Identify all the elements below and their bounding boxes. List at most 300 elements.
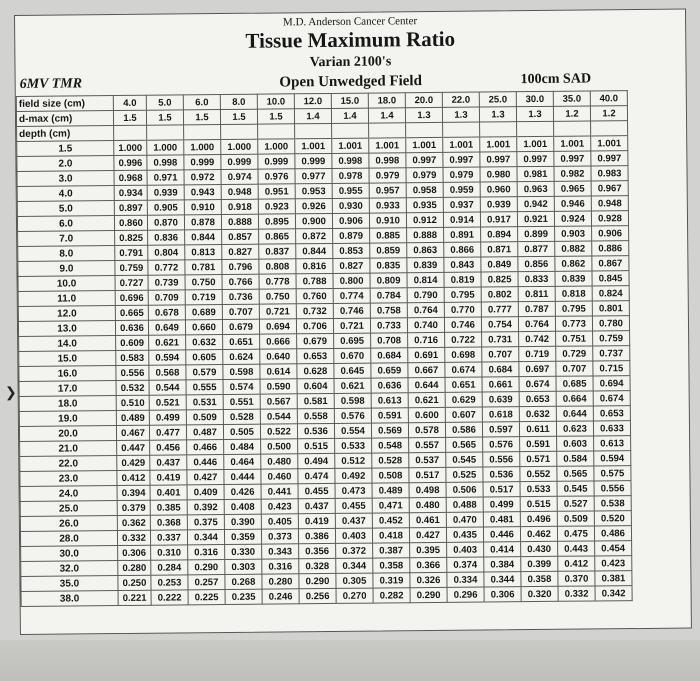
tmr-value-cell: 0.959 (443, 182, 480, 197)
tmr-value-cell: 0.784 (370, 288, 407, 303)
tmr-value-cell: 0.942 (517, 196, 554, 211)
tmr-value-cell: 0.462 (520, 526, 557, 541)
tmr-value-cell: 0.977 (295, 168, 332, 183)
tmr-value-cell: 0.538 (594, 496, 631, 511)
tmr-value-cell: 0.403 (335, 528, 372, 543)
tmr-value-cell: 1.000 (221, 139, 258, 154)
tmr-value-cell: 0.489 (116, 410, 149, 425)
depth-cell: 22.0 (20, 456, 117, 472)
tmr-value-cell: 0.802 (481, 287, 518, 302)
dmax-cell: 1.2 (553, 106, 590, 121)
tmr-value-cell: 0.811 (518, 286, 555, 301)
tmr-value-cell: 0.414 (484, 542, 521, 557)
tmr-value-cell: 0.576 (483, 437, 520, 452)
tmr-value-cell: 0.362 (117, 515, 150, 530)
tmr-value-cell: 0.948 (221, 184, 258, 199)
tmr-value-cell: 0.957 (369, 183, 406, 198)
tmr-value-cell: 0.899 (518, 226, 555, 241)
tmr-value-cell: 0.979 (406, 167, 443, 182)
tmr-value-cell: 0.576 (334, 408, 371, 423)
tmr-value-cell: 0.910 (369, 213, 406, 228)
tmr-value-cell: 0.290 (410, 587, 447, 602)
tmr-value-cell: 0.437 (150, 455, 187, 470)
tmr-value-cell: 0.791 (115, 245, 148, 260)
tmr-value-cell: 0.708 (371, 333, 408, 348)
tmr-value-cell: 0.280 (262, 574, 299, 589)
tmr-value-cell: 0.437 (335, 513, 372, 528)
tmr-value-cell: 0.636 (371, 378, 408, 393)
tmr-value-cell: 0.477 (149, 425, 186, 440)
tmr-value-cell: 0.751 (556, 331, 593, 346)
depth-cell: 12.0 (18, 306, 115, 322)
tmr-value-cell: 1.001 (295, 138, 332, 153)
tmr-value-cell: 0.556 (483, 452, 520, 467)
depth-cell: 14.0 (19, 336, 116, 352)
tmr-value-cell: 0.613 (371, 393, 408, 408)
tmr-value-cell: 0.997 (591, 151, 628, 166)
tmr-value-cell: 0.316 (188, 545, 225, 560)
tmr-value-cell: 0.344 (484, 572, 521, 587)
tmr-value-cell: 0.528 (372, 453, 409, 468)
tmr-value-cell: 0.674 (519, 376, 556, 391)
depth-cell: 10.0 (18, 276, 115, 292)
tmr-value-cell: 0.696 (115, 290, 148, 305)
tmr-value-cell: 0.552 (520, 466, 557, 481)
tmr-value-cell: 0.515 (298, 438, 335, 453)
tmr-value-cell: 0.795 (555, 301, 592, 316)
tmr-value-cell: 0.674 (445, 362, 482, 377)
depth-cell: 7.0 (18, 231, 115, 247)
dmax-cell: 1.5 (146, 110, 183, 125)
tmr-value-cell: 0.888 (407, 227, 444, 242)
depth-cell: 9.0 (18, 261, 115, 277)
tmr-value-cell: 0.334 (447, 572, 484, 587)
empty-cell (406, 122, 443, 137)
tmr-label: 6MV TMR (19, 76, 83, 92)
tmr-value-cell: 0.568 (149, 365, 186, 380)
tmr-value-cell: 0.891 (444, 227, 481, 242)
empty-cell (221, 124, 258, 139)
dmax-cell: 1.5 (220, 109, 257, 124)
depth-cell: 26.0 (20, 516, 117, 532)
tmr-value-cell: 0.649 (148, 320, 185, 335)
tmr-value-cell: 0.280 (118, 560, 151, 575)
tmr-value-cell: 0.665 (115, 305, 148, 320)
tmr-value-cell: 0.946 (554, 196, 591, 211)
tmr-value-cell: 0.928 (591, 211, 628, 226)
tmr-value-cell: 0.454 (595, 541, 632, 556)
tmr-value-cell: 0.997 (443, 152, 480, 167)
tmr-value-cell: 0.754 (481, 317, 518, 332)
dmax-cell: 1.4 (294, 108, 331, 123)
tmr-value-cell: 0.571 (520, 451, 557, 466)
tmr-value-cell: 0.584 (557, 451, 594, 466)
tmr-value-cell: 0.999 (258, 154, 295, 169)
tmr-value-cell: 0.759 (593, 331, 630, 346)
tmr-value-cell: 0.419 (150, 470, 187, 485)
dmax-cell: 1.3 (442, 107, 479, 122)
tmr-value-cell: 0.484 (224, 439, 261, 454)
tmr-value-cell: 0.660 (185, 320, 222, 335)
tmr-value-cell: 0.379 (117, 500, 150, 515)
tmr-value-cell: 0.565 (557, 466, 594, 481)
dmax-cell: 1.5 (183, 110, 220, 125)
tmr-value-cell: 0.456 (150, 440, 187, 455)
tmr-value-cell: 0.332 (117, 530, 150, 545)
tmr-value-cell: 0.489 (372, 483, 409, 498)
depth-cell: 6.0 (17, 216, 114, 232)
tmr-value-cell: 0.707 (556, 361, 593, 376)
tmr-value-cell: 0.605 (186, 350, 223, 365)
tmr-value-cell: 0.719 (519, 346, 556, 361)
tmr-value-cell: 0.447 (117, 440, 150, 455)
tmr-value-cell: 0.906 (332, 213, 369, 228)
tmr-value-cell: 0.344 (187, 530, 224, 545)
tmr-value-cell: 0.835 (370, 258, 407, 273)
tmr-value-cell: 0.558 (297, 408, 334, 423)
tmr-value-cell: 0.825 (115, 230, 148, 245)
depth-cell: 32.0 (21, 561, 118, 577)
tmr-value-cell: 0.517 (483, 482, 520, 497)
dmax-cell: 1.5 (257, 109, 294, 124)
tmr-value-cell: 0.997 (406, 152, 443, 167)
tmr-value-cell: 0.644 (408, 377, 445, 392)
field-size-cell: 10.0 (257, 94, 294, 109)
tmr-value-cell: 0.235 (225, 589, 262, 604)
tmr-document (14, 9, 692, 635)
tmr-value-cell: 0.471 (372, 498, 409, 513)
tmr-value-cell: 0.695 (334, 333, 371, 348)
tmr-value-cell: 0.801 (592, 301, 629, 316)
tmr-value-cell: 0.667 (408, 362, 445, 377)
tmr-value-cell: 0.544 (149, 380, 186, 395)
tmr-value-cell: 0.368 (150, 515, 187, 530)
dmax-cell: 1.2 (590, 106, 627, 121)
depth-cell: 30.0 (21, 546, 118, 562)
tmr-value-cell: 0.742 (519, 331, 556, 346)
tmr-value-cell: 0.332 (558, 586, 595, 601)
tmr-value-cell: 0.997 (517, 151, 554, 166)
tmr-value-cell: 0.694 (259, 319, 296, 334)
tmr-value-cell: 1.001 (406, 137, 443, 152)
tmr-value-cell: 0.256 (299, 588, 336, 603)
tmr-value-cell: 0.409 (187, 485, 224, 500)
tmr-value-cell: 0.716 (408, 332, 445, 347)
tmr-value-cell: 0.253 (151, 575, 188, 590)
tmr-value-cell: 0.486 (594, 526, 631, 541)
tmr-value-cell: 0.837 (259, 244, 296, 259)
tmr-value-cell: 0.903 (555, 226, 592, 241)
depth-cell: 8.0 (18, 246, 115, 262)
tmr-value-cell: 0.521 (149, 395, 186, 410)
depth-cell: 21.0 (20, 441, 117, 457)
tmr-value-cell: 0.963 (517, 181, 554, 196)
tmr-value-cell: 0.545 (446, 452, 483, 467)
tmr-value-cell: 0.998 (332, 153, 369, 168)
tmr-value-cell: 0.430 (521, 541, 558, 556)
tmr-value-cell: 0.557 (409, 437, 446, 452)
tmr-value-cell: 0.533 (520, 481, 557, 496)
tmr-value-cell: 0.591 (371, 408, 408, 423)
tmr-value-cell: 0.808 (259, 259, 296, 274)
tmr-value-cell: 0.999 (221, 154, 258, 169)
tmr-value-cell: 0.475 (557, 526, 594, 541)
tmr-value-cell: 0.679 (222, 319, 259, 334)
tmr-value-cell: 0.328 (299, 558, 336, 573)
empty-cell (147, 125, 184, 140)
dmax-cell: 1.4 (331, 108, 368, 123)
tmr-value-cell: 0.609 (116, 335, 149, 350)
tmr-value-cell: 0.488 (446, 497, 483, 512)
tmr-value-cell: 0.423 (595, 556, 632, 571)
field-size-cell: 5.0 (146, 95, 183, 110)
tmr-value-cell: 0.715 (593, 361, 630, 376)
tmr-value-cell: 0.816 (296, 258, 333, 273)
tmr-value-cell: 0.865 (259, 229, 296, 244)
tmr-value-cell: 0.527 (557, 496, 594, 511)
tmr-value-cell: 0.356 (299, 543, 336, 558)
tmr-table (16, 90, 633, 607)
tmr-value-cell: 0.412 (558, 556, 595, 571)
tmr-value-cell: 0.305 (336, 573, 373, 588)
tmr-value-cell: 0.326 (410, 572, 447, 587)
tmr-value-cell: 0.772 (148, 260, 185, 275)
tmr-value-cell: 0.548 (372, 438, 409, 453)
tmr-value-cell: 0.719 (185, 290, 222, 305)
tmr-value-cell: 0.764 (407, 302, 444, 317)
tmr-value-cell: 0.633 (593, 421, 630, 436)
tmr-value-cell: 0.736 (222, 289, 259, 304)
tmr-value-cell: 0.871 (481, 242, 518, 257)
tmr-value-cell: 0.515 (520, 496, 557, 511)
tmr-value-cell: 0.659 (371, 363, 408, 378)
tmr-value-cell: 0.401 (150, 485, 187, 500)
depth-cell: 2.0 (17, 156, 114, 172)
tmr-value-cell: 0.760 (296, 288, 333, 303)
tmr-value-cell: 0.569 (371, 423, 408, 438)
tmr-value-cell: 0.653 (297, 348, 334, 363)
tmr-value-cell: 0.853 (333, 243, 370, 258)
tmr-value-cell: 0.597 (482, 422, 519, 437)
empty-cell (480, 122, 517, 137)
tmr-value-cell: 0.586 (445, 422, 482, 437)
tmr-value-cell: 0.827 (222, 244, 259, 259)
tmr-value-cell: 0.906 (592, 226, 629, 241)
tmr-value-cell: 0.446 (483, 527, 520, 542)
tmr-value-cell: 0.578 (408, 422, 445, 437)
tmr-value-cell: 0.651 (445, 377, 482, 392)
tmr-value-cell: 0.464 (224, 454, 261, 469)
tmr-value-cell: 1.000 (184, 140, 221, 155)
tmr-value-cell: 0.905 (147, 200, 184, 215)
tmr-value-cell: 0.839 (407, 257, 444, 272)
tmr-value-cell: 0.337 (150, 530, 187, 545)
tmr-value-cell: 0.897 (114, 200, 147, 215)
tmr-value-cell: 0.604 (297, 378, 334, 393)
tmr-value-cell: 0.774 (333, 288, 370, 303)
tmr-value-cell: 0.999 (184, 155, 221, 170)
tmr-value-cell: 0.624 (223, 349, 260, 364)
document-title: Tissue Maximum Ratio (245, 26, 456, 53)
tmr-value-cell: 0.732 (296, 303, 333, 318)
tmr-value-cell: 0.694 (593, 376, 630, 391)
empty-cell (517, 121, 554, 136)
tmr-value-cell: 0.412 (117, 470, 150, 485)
tmr-value-cell: 0.706 (296, 318, 333, 333)
tmr-value-cell: 0.958 (406, 182, 443, 197)
tmr-value-cell: 0.614 (260, 364, 297, 379)
tmr-value-cell: 0.843 (444, 257, 481, 272)
tmr-value-cell: 0.554 (334, 423, 371, 438)
tmr-value-cell: 0.698 (445, 347, 482, 362)
tmr-value-cell: 0.594 (149, 350, 186, 365)
tmr-value-cell: 0.575 (594, 466, 631, 481)
tmr-value-cell: 0.923 (258, 199, 295, 214)
field-size-cell: 12.0 (294, 93, 331, 108)
tmr-value-cell: 0.556 (594, 481, 631, 496)
tmr-value-cell: 0.455 (298, 483, 335, 498)
tmr-value-cell: 0.496 (520, 511, 557, 526)
tmr-value-cell: 1.000 (258, 139, 295, 154)
tmr-value-cell: 0.640 (260, 349, 297, 364)
empty-cell (184, 125, 221, 140)
tmr-value-cell: 0.750 (185, 275, 222, 290)
tmr-value-cell: 0.611 (519, 421, 556, 436)
tmr-value-cell: 0.512 (335, 453, 372, 468)
tmr-value-cell: 0.740 (407, 317, 444, 332)
tmr-value-cell: 0.845 (592, 271, 629, 286)
tmr-value-cell: 0.372 (336, 543, 373, 558)
tmr-value-cell: 0.965 (554, 181, 591, 196)
tmr-value-cell: 0.621 (149, 335, 186, 350)
tmr-value-cell: 0.737 (593, 346, 630, 361)
tmr-value-cell: 0.591 (520, 436, 557, 451)
depth-cell: 25.0 (20, 501, 117, 517)
tmr-value-cell: 0.685 (556, 376, 593, 391)
tmr-value-cell: 0.399 (521, 556, 558, 571)
tmr-value-cell: 0.590 (260, 379, 297, 394)
tmr-value-cell: 0.532 (116, 380, 149, 395)
tmr-value-cell: 0.879 (333, 228, 370, 243)
tmr-value-cell: 0.859 (370, 243, 407, 258)
tmr-value-cell: 0.343 (262, 544, 299, 559)
depth-cell: 18.0 (19, 396, 116, 412)
tmr-value-cell: 0.856 (518, 256, 555, 271)
field-size-cell: 18.0 (368, 93, 405, 108)
tmr-value-cell: 0.296 (447, 587, 484, 602)
tmr-value-cell: 0.998 (147, 155, 184, 170)
tmr-value-cell: 0.729 (556, 346, 593, 361)
tmr-value-cell: 0.628 (297, 363, 334, 378)
tmr-value-cell: 0.644 (556, 406, 593, 421)
tmr-value-cell: 0.567 (260, 394, 297, 409)
tmr-value-cell: 0.976 (258, 169, 295, 184)
tmr-value-cell: 0.467 (116, 425, 149, 440)
tmr-value-cell: 0.664 (556, 391, 593, 406)
dmax-cell: 1.3 (405, 107, 442, 122)
photo-background (0, 640, 700, 681)
tmr-value-cell: 0.581 (297, 393, 334, 408)
tmr-value-cell: 0.833 (518, 271, 555, 286)
tmr-value-cell: 0.387 (373, 543, 410, 558)
tmr-value-cell: 0.951 (258, 184, 295, 199)
tmr-value-cell: 0.960 (480, 182, 517, 197)
tmr-value-cell: 0.536 (297, 423, 334, 438)
tmr-value-cell: 0.773 (555, 316, 592, 331)
tmr-value-cell: 0.510 (116, 395, 149, 410)
tmr-value-cell: 0.499 (149, 410, 186, 425)
tmr-value-cell: 0.284 (151, 560, 188, 575)
tmr-value-cell: 0.429 (117, 455, 150, 470)
tmr-value-cell: 0.565 (446, 437, 483, 452)
tmr-value-cell: 0.358 (373, 558, 410, 573)
tmr-value-cell: 0.403 (447, 542, 484, 557)
tmr-value-cell: 0.386 (298, 528, 335, 543)
tmr-value-cell: 0.466 (187, 440, 224, 455)
tmr-value-cell: 0.980 (480, 167, 517, 182)
tmr-value-cell: 0.257 (188, 575, 225, 590)
institution-name: M.D. Anderson Cancer Center (282, 15, 418, 29)
tmr-value-cell: 0.342 (595, 586, 632, 601)
tmr-value-cell: 0.759 (115, 260, 148, 275)
tmr-value-cell: 1.001 (443, 137, 480, 152)
empty-cell (258, 124, 295, 139)
tmr-value-cell: 0.250 (118, 575, 151, 590)
tmr-value-cell: 0.225 (188, 590, 225, 605)
tmr-value-cell: 0.480 (409, 497, 446, 512)
tmr-value-cell: 0.222 (151, 590, 188, 605)
tmr-value-cell: 0.709 (148, 290, 185, 305)
sad-label: 100cm SAD (520, 71, 592, 88)
depth-cell: 4.0 (17, 186, 114, 202)
empty-cell (591, 121, 628, 136)
tmr-value-cell: 0.878 (184, 215, 221, 230)
tmr-value-cell: 0.691 (408, 347, 445, 362)
field-size-cell: 8.0 (220, 94, 257, 109)
tmr-value-cell: 0.492 (335, 468, 372, 483)
tmr-value-cell: 0.866 (444, 242, 481, 257)
tmr-value-cell: 0.788 (296, 273, 333, 288)
tmr-value-cell: 0.598 (334, 393, 371, 408)
tmr-value-cell: 0.674 (593, 391, 630, 406)
tmr-value-cell: 0.427 (409, 527, 446, 542)
tmr-value-cell: 0.933 (369, 198, 406, 213)
tmr-value-cell: 0.885 (370, 228, 407, 243)
tmr-value-cell: 0.506 (446, 482, 483, 497)
tmr-value-cell: 0.670 (334, 348, 371, 363)
tmr-value-cell: 0.499 (483, 497, 520, 512)
tmr-value-cell: 0.290 (188, 560, 225, 575)
tmr-value-cell: 0.494 (298, 453, 335, 468)
empty-cell (114, 125, 147, 140)
tmr-value-cell: 0.645 (334, 363, 371, 378)
tmr-value-cell: 0.888 (221, 214, 258, 229)
tmr-value-cell: 0.813 (185, 245, 222, 260)
tmr-value-cell: 0.997 (554, 151, 591, 166)
machine-name: Varian 2100's (309, 54, 392, 71)
tmr-value-cell: 0.998 (369, 153, 406, 168)
tmr-value-cell: 0.306 (118, 545, 151, 560)
tmr-value-cell: 0.910 (184, 200, 221, 215)
tmr-value-cell: 0.303 (225, 559, 262, 574)
tmr-value-cell: 0.974 (221, 169, 258, 184)
tmr-value-cell: 0.981 (517, 166, 554, 181)
tmr-value-cell: 0.556 (116, 365, 149, 380)
tmr-value-cell: 0.722 (445, 332, 482, 347)
tmr-value-cell: 0.632 (519, 406, 556, 421)
tmr-value-cell: 1.001 (369, 138, 406, 153)
tmr-value-cell: 0.531 (186, 395, 223, 410)
